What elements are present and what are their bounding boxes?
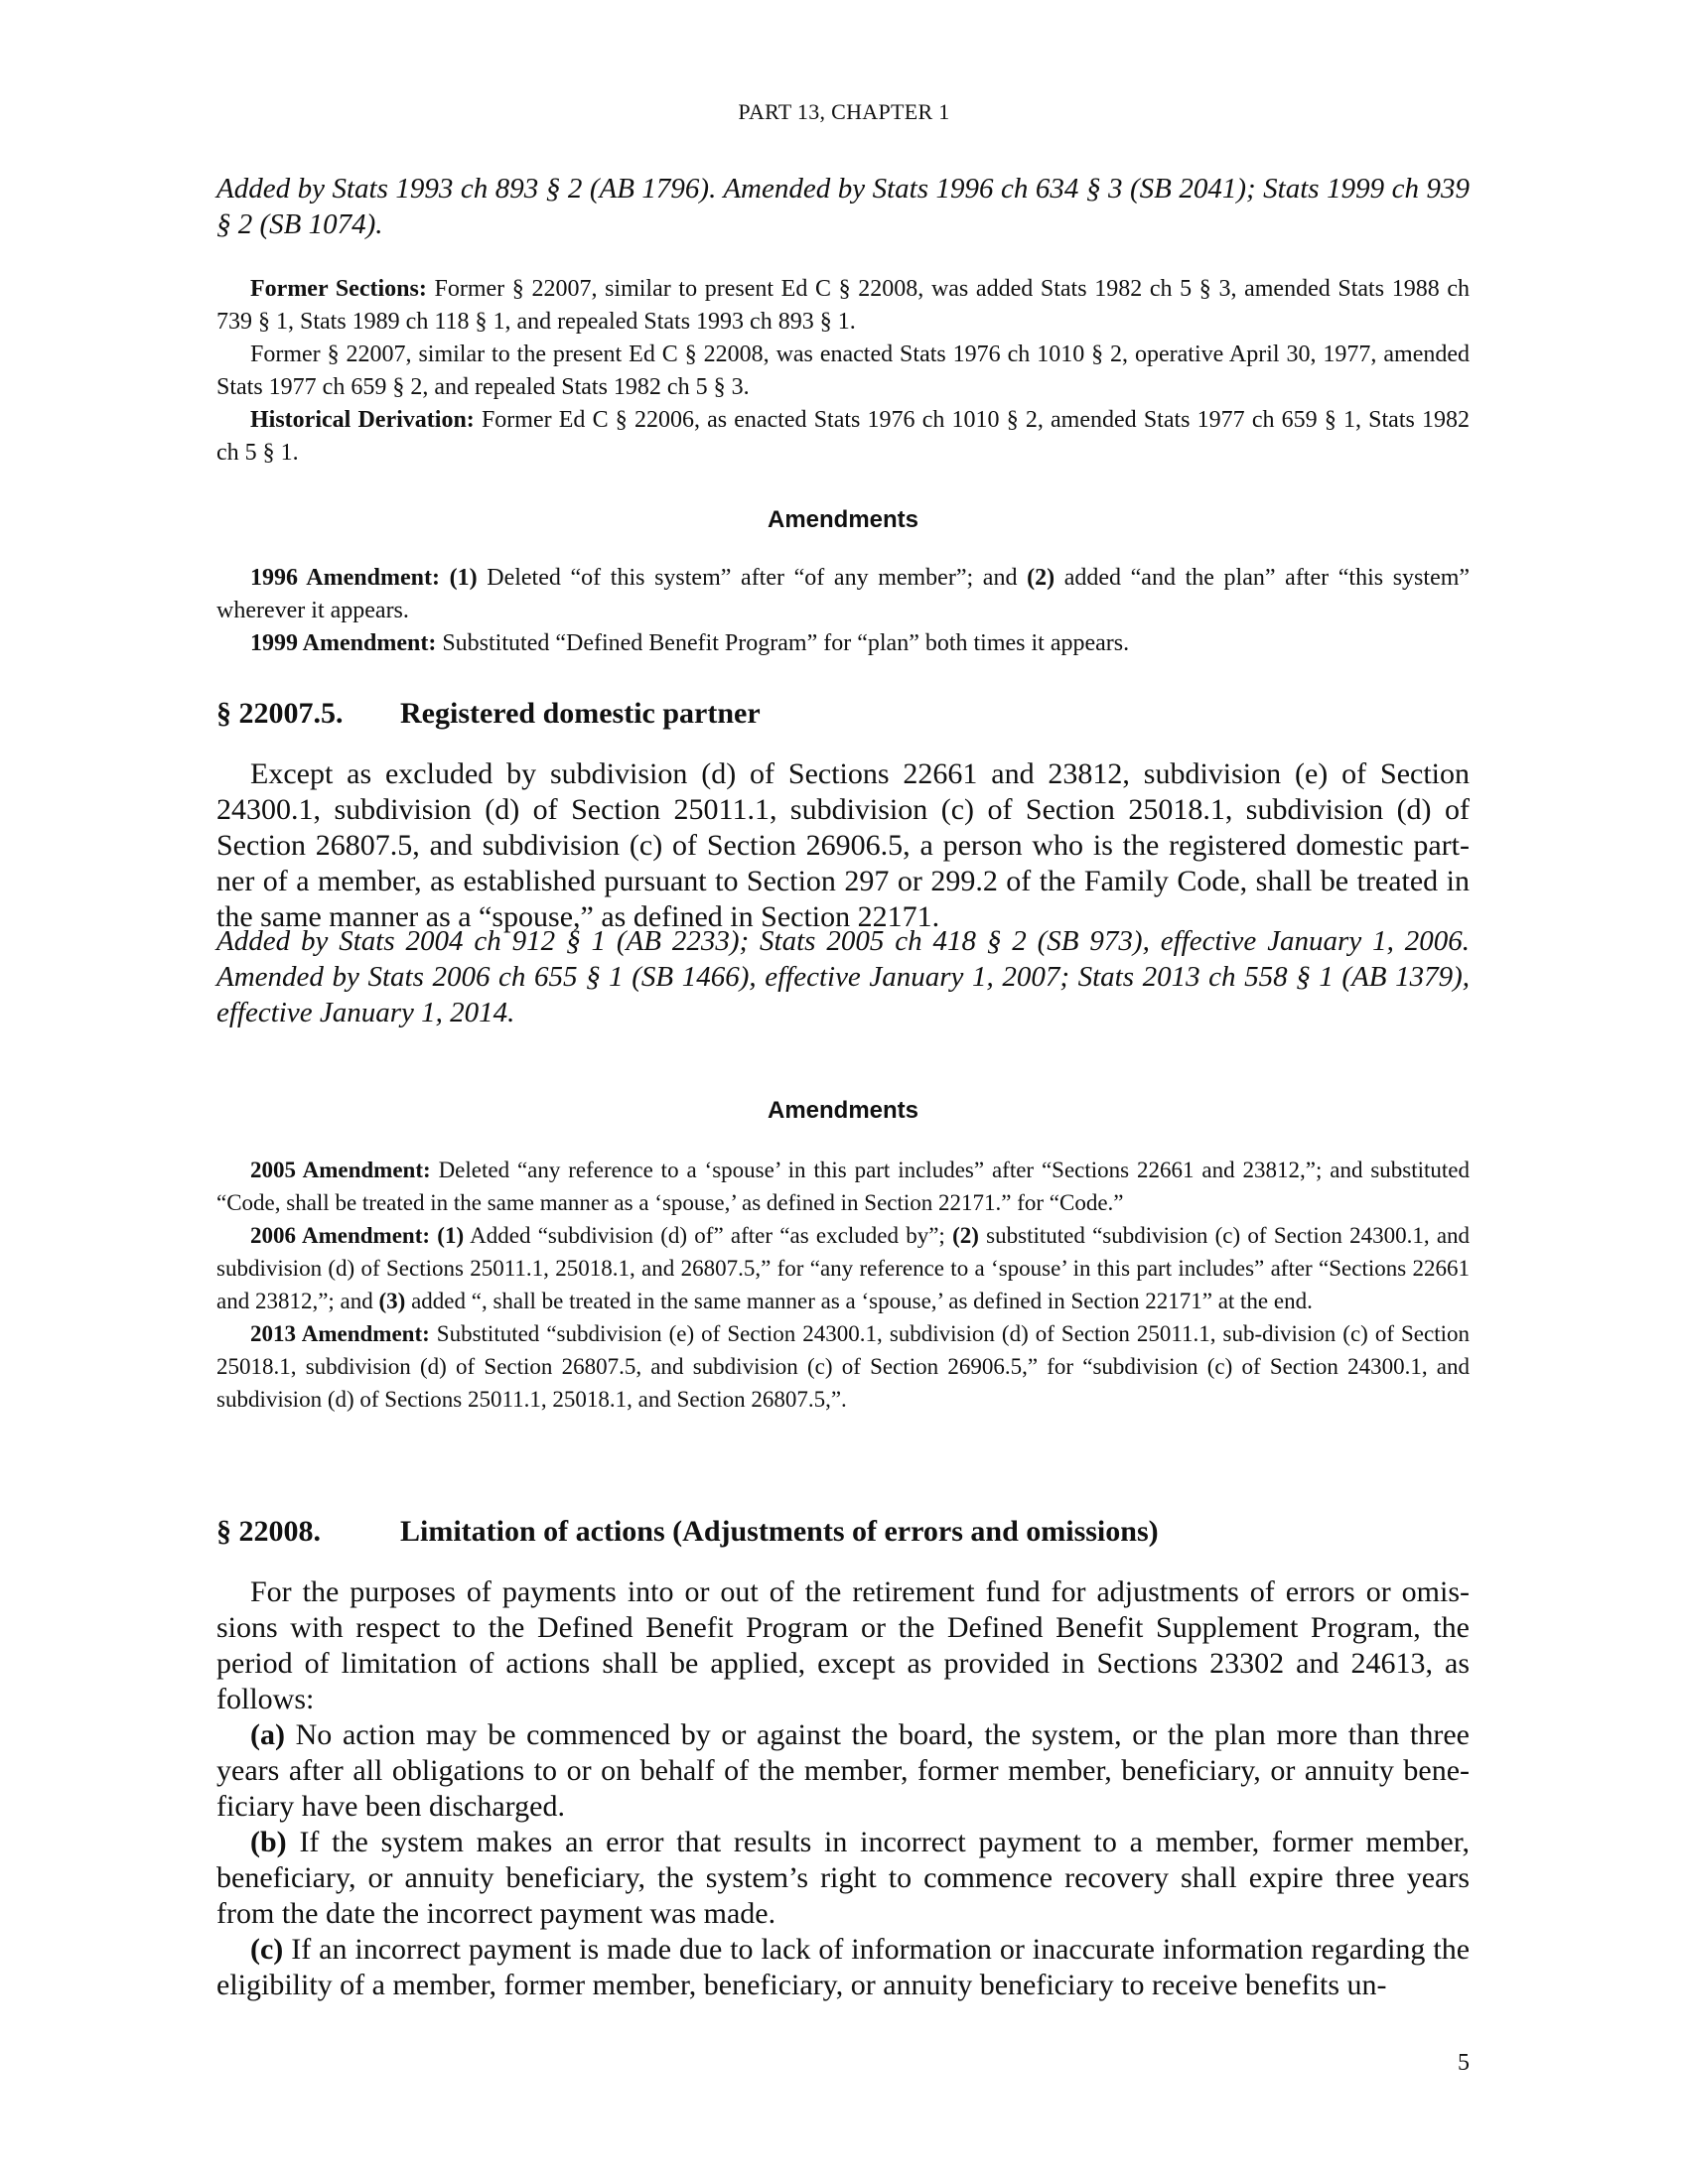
amendment-1996-n1: (1) xyxy=(449,565,478,591)
amendment-1999-label: 1999 Amendment: xyxy=(250,630,437,656)
amendments-heading-2: Amendments xyxy=(767,1097,919,1124)
amendment-1996 xyxy=(216,562,1470,627)
history-text: Added by Stats 1993 ch 893 § 2 (AB 1796). Amended by Stats 1996 ch 634 § 3 (SB 2041); Stats 1999 ch 939 § 2 (SB 1074). xyxy=(216,173,1470,240)
amendment-2006-t1: Added “subdivision (d) of” after “as excluded by”; xyxy=(470,1223,945,1248)
amendments-heading-1: Amendments xyxy=(767,506,919,533)
subdivision-b-label: (b) xyxy=(250,1826,287,1858)
page-number: 5 xyxy=(1458,2050,1470,2076)
amendment-2005 xyxy=(216,1154,1470,1219)
section-heading-22008 xyxy=(216,1515,1470,1549)
former-sections-text-1: Former § 22007, similar to present Ed C § 22008, was added Stats 1982 ch 5 § 3, amended Stats 1988 ch 739 § 1, Stats 1989 ch 118 § 1, and repealed Stats 1993 ch 893 § 1. xyxy=(216,276,1471,335)
subdivision-c-label: (c) xyxy=(250,1933,284,1966)
historical-derivation-text: Former Ed C § 22006, as enacted Stats 1976 ch 1010 § 2, amended Stats 1977 ch 659 § 1, Stats 1982 ch 5 § 1. xyxy=(216,407,1470,466)
subdivision-a-text: No action may be commenced by or against the board, the system, or the plan more than three years after all obligations to or on behalf of the member, former member, beneficiary, or annuity bene-ficiary have been discharged. xyxy=(216,1718,1471,1823)
section-body-22008 xyxy=(216,1574,1470,2003)
former-sections-para-2 xyxy=(216,339,1470,404)
amendment-2006-t3: added “, shall be treated in the same manner as a ‘spouse,’ as defined in Section 22171” at the end. xyxy=(411,1289,1313,1313)
amendment-1996-t1: Deleted “of this system” after “of any member”; and xyxy=(487,565,1018,591)
amendment-1996-n2: (2) xyxy=(1027,565,1055,591)
history-note-22007 xyxy=(216,171,1470,242)
amendment-2006-n2: (2) xyxy=(952,1223,979,1248)
section-heading-22007-5 xyxy=(216,697,1470,731)
subdivision-b xyxy=(216,1825,1470,1932)
subdivision-a xyxy=(216,1717,1470,1825)
subdivision-c-text: If an incorrect payment is made due to lack of information or inaccurate information regarding the eligibility of a member, former member, beneficiary, or annuity beneficiary to receive benefits un- xyxy=(216,1933,1471,2001)
amendment-2005-label: 2005 Amendment: xyxy=(250,1158,431,1182)
subdivision-c xyxy=(216,1932,1470,2003)
amendment-2006-label: 2006 Amendment: xyxy=(250,1223,431,1248)
amendment-2006 xyxy=(216,1219,1470,1317)
amendment-2005-text: Deleted “any reference to a ‘spouse’ in this part includes” after “Sections 22661 and 23812,”; and substituted “Code, shall be treated in the same manner as a ‘spouse,’ as defined in Section 22171.” for “Code.” xyxy=(216,1158,1471,1215)
section-intro: For the purposes of payments into or out of the retirement fund for adjustments of errors or omis-sions with respect to the Defined Benefit Program or the Defined Benefit Supplement Program, the period of limitation of actions shall be applied, except as provided in Sections 23302 and 24613, as follows: xyxy=(216,1575,1470,1715)
former-sections-para-1 xyxy=(216,273,1470,339)
former-sections-block xyxy=(216,273,1470,470)
amendment-2013-label: 2013 Amendment: xyxy=(250,1321,430,1346)
amendment-1996-label: 1996 Amendment: xyxy=(250,565,440,591)
history-note-22007-5 xyxy=(216,923,1470,1030)
subdivision-b-text: If the system makes an error that results in incorrect payment to a member, former member, beneficiary, or annuity beneficiary, the system’s right to commence recovery shall expire three years from the date the incorrect payment was made. xyxy=(216,1826,1471,1930)
amendment-2013-text: Substituted “subdivision (e) of Section 24300.1, subdivision (d) of Section 25011.1, sub-division (c) of Section 25018.1, subdivision (d) of Section 26807.5, and subdivision (c) of Section 26906.5,” for “subdivision (c) of Section 24300.1, and subdivision (d) of Sections 25011.1, 25018.1, and Section 26807.5,”. xyxy=(216,1321,1470,1412)
amendment-2006-t2: substituted “subdivision (c) of Section 24300.1, and subdivision (d) of Sections 25011.1, 25018.1, and 26807.5,” for “any reference to a ‘spouse’ in this part includes” after “Sections 22661 and 23812,”; and xyxy=(216,1223,1471,1313)
amendment-2013 xyxy=(216,1317,1470,1416)
amendment-2006-n3: (3) xyxy=(378,1289,406,1313)
historical-derivation-para xyxy=(216,404,1470,470)
historical-derivation-label: Historical Derivation: xyxy=(250,407,475,433)
section-title: Registered domestic partner xyxy=(400,697,761,730)
amendments-block-1 xyxy=(216,562,1470,660)
section-body-text: Except as excluded by subdivision (d) of Sections 22661 and 23812, subdivision (e) of Section 24300.1, subdivision (d) of Section 25011.1, subdivision (c) of Section 25018.1, subdivision (d) of Section 26807.5, and subdivision (c) of Section 26906.5, a person who is the registered domestic part-ner of a member, as established pursuant to Section 297 or 299.2 of the Family Code, shall be treated in the same manner as a “spouse,” as defined in Section 22171. xyxy=(216,757,1470,933)
former-sections-text-2: Former § 22007, similar to the present Ed C § 22008, was enacted Stats 1976 ch 1010 § 2, operative April 30, 1977, amended Stats 1977 ch 659 § 2, and repealed Stats 1982 ch 5 § 3. xyxy=(216,341,1470,400)
amendment-1999 xyxy=(216,627,1470,660)
section-number: § 22008. xyxy=(216,1515,321,1548)
amendment-2006-n1: (1) xyxy=(437,1223,465,1248)
history-text: Added by Stats 2004 ch 912 § 1 (AB 2233); Stats 2005 ch 418 § 2 (SB 973), effective January 1, 2006. Amended by Stats 2006 ch 655 § 1 (SB 1466), effective January 1, 2007; Stats 2013 ch 558 § 1 (AB 1379), effective January 1, 2014. xyxy=(216,925,1470,1028)
amendments-block-2 xyxy=(216,1154,1470,1416)
amendment-1999-text: Substituted “Defined Benefit Program” for “plan” both times it appears. xyxy=(442,630,1130,656)
section-title: Limitation of actions (Adjustments of errors and omissions) xyxy=(400,1515,1159,1548)
running-head: PART 13, CHAPTER 1 xyxy=(738,99,950,124)
amendment-1996-t2: added “and the plan” after “this system” wherever it appears. xyxy=(216,565,1471,623)
section-number: § 22007.5. xyxy=(216,697,344,730)
subdivision-a-label: (a) xyxy=(250,1718,285,1751)
former-sections-label: Former Sections: xyxy=(250,276,427,302)
section-body-22007-5 xyxy=(216,756,1470,935)
